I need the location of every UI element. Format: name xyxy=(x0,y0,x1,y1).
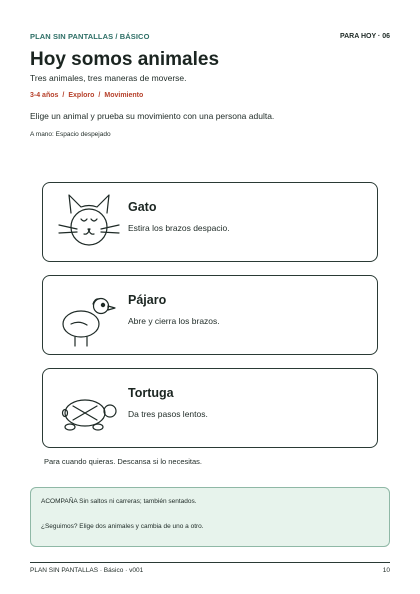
animal-name: Tortuga xyxy=(128,386,174,400)
activity-category: Exploro xyxy=(68,92,95,99)
day-label: PARA HOY · 06 xyxy=(339,32,390,40)
footer-divider xyxy=(30,562,390,563)
activity-skill: Movimiento xyxy=(104,92,144,99)
age-range: 3-4 años xyxy=(30,92,59,99)
rest-note: Para cuando quieras. Descansa si lo necesitas. xyxy=(44,457,203,466)
animal-action: Abre y cierra los brazos. xyxy=(128,316,220,326)
animal-card-tortuga[interactable] xyxy=(42,368,378,448)
companion-note-box xyxy=(30,487,390,547)
series-label: PLAN SIN PANTALLAS / BÁSICO xyxy=(30,31,150,41)
follow-up-prompt: ¿Seguimos? Elige dos animales y cambia de uno a otro. xyxy=(41,523,204,530)
page-number: 10 xyxy=(382,567,390,574)
companion-tip: ACOMPAÑA Sin saltos ni carreras; también sentados. xyxy=(41,498,197,505)
turtle-icon xyxy=(57,377,121,441)
animal-cards xyxy=(42,182,378,461)
animal-card-pajaro[interactable] xyxy=(42,275,378,355)
bird-icon xyxy=(57,284,121,348)
materials-text: A mano: Espacio despejado xyxy=(30,131,111,138)
instruction-text: Elige un animal y prueba su movimiento con una persona adulta. xyxy=(30,111,275,121)
footer-label: PLAN SIN PANTALLAS · Básico · v001 xyxy=(30,567,144,574)
meta-separator: / xyxy=(62,92,65,99)
meta-separator: / xyxy=(98,92,101,99)
page-subtitle: Tres animales, tres maneras de moverse. xyxy=(30,73,187,83)
animal-action: Estira los brazos despacio. xyxy=(128,223,230,233)
animal-card-gato[interactable] xyxy=(42,182,378,262)
animal-name: Pájaro xyxy=(128,293,167,307)
cat-icon xyxy=(57,191,121,255)
page-footer xyxy=(30,567,390,574)
animal-name: Gato xyxy=(128,200,157,214)
animal-action: Da tres pasos lentos. xyxy=(128,409,208,419)
activity-meta xyxy=(30,92,143,99)
page-title: Hoy somos animales xyxy=(30,49,220,70)
page-header xyxy=(30,29,390,43)
